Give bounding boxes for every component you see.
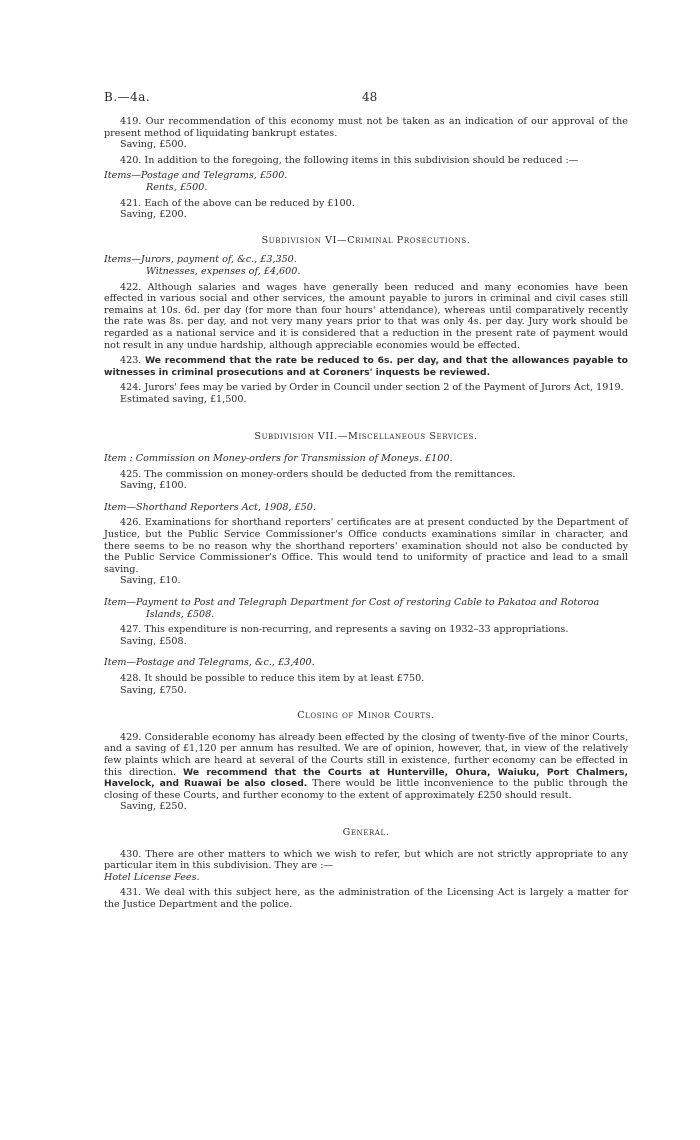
paragraph-423-number: 423.: [120, 355, 142, 367]
paragraph-428: 428. It should be possible to reduce this item by at least £750.: [120, 672, 425, 684]
page-header: [104, 92, 628, 108]
saving-429: Saving, £250.: [120, 801, 187, 813]
saving-425: Saving, £100.: [120, 480, 187, 492]
paragraph-427: 427. This expenditure is non-recurring, and represents a saving on 1932–33 appropriations.: [120, 624, 569, 636]
saving-424: Estimated saving, £1,500.: [120, 393, 247, 405]
saving-426: Saving, £10.: [120, 575, 181, 587]
item-postage-telegrams-2: Item—Postage and Telegrams, &c., £3,400.: [104, 657, 315, 669]
paragraph-419: 419. Our recommendation of this economy must not be taken as an indication of our approval of the present method of liquidating bankrupt estates.: [104, 116, 628, 139]
item-commission-money-orders: Item : Commission on Money-orders for Transmission of Moneys. £100.: [104, 453, 453, 465]
item-jurors: Items—Jurors, payment of, &c., £3,350.: [104, 254, 297, 266]
item-witnesses: Witnesses, expenses of, £4,600.: [146, 265, 301, 277]
general-heading: General.: [342, 826, 390, 838]
paragraph-429: [104, 732, 628, 802]
hotel-license-fees-subhead: Hotel License Fees.: [104, 871, 200, 883]
paragraph-431: 431. We deal with this subject here, as the administration of the Licensing Act is largely a matter for the Justice Department and the police.: [104, 887, 628, 910]
paragraph-424: 424. Jurors' fees may be varied by Order in Council under section 2 of the Payment of Jurors Act, 1919.: [120, 382, 624, 394]
closing-minor-courts-heading: Closing of Minor Courts.: [297, 710, 435, 722]
paragraph-430: 430. There are other matters to which we wish to refer, but which are not strictly appropriate to any particular item in this subdivision. They are :—: [104, 848, 628, 872]
saving-428: Saving, £750.: [120, 684, 187, 696]
item-shorthand-reporters: Item—Shorthand Reporters Act, 1908, £50.: [104, 501, 316, 513]
item-cable-restoration-cont: Islands, £508.: [146, 608, 215, 620]
recommendation-courts: We recommend that the Courts at Hunterville, Ohura, Waiuku, Port Chalmers, Havelock, and Ruawai be also closed.: [104, 766, 628, 790]
item-rents: Rents, £500.: [146, 181, 208, 193]
item-postage-telegrams: Items—Postage and Telegrams, £500.: [104, 170, 288, 182]
saving-419: Saving, £500.: [120, 139, 187, 151]
paragraph-423: [104, 355, 628, 378]
item-cable-restoration: Item—Payment to Post and Telegraph Department for Cost of restoring Cable to Pakatoa and Rotoroa: [104, 597, 600, 608]
subdivision-vi-heading: Subdivision VI—Criminal Prosecutions.: [261, 234, 471, 246]
paragraph-429-text-after: There would be little inconvenience to the public through the closing of these Courts, and further economy to the extent of approximately £250 should result.: [104, 778, 628, 801]
paragraph-420: 420. In addition to the foregoing, the following items in this subdivision should be reduced :—: [120, 154, 579, 166]
paragraph-421: 421. Each of the above can be reduced by £100.: [120, 197, 355, 209]
series-reference: B.—4a.: [104, 90, 151, 104]
saving-427: Saving, £508.: [120, 635, 187, 647]
document-page: [104, 92, 628, 910]
paragraph-429-text: 429. Considerable economy has already been effected by the closing of twenty-five of the minor Courts, and a saving of £1,120 per annum has resulted. We are of opinion, however, that, in view of the relatively few plaints which are heard at several of the Courts still in existence, further economy can be effected in this direction.: [104, 731, 628, 778]
recommendation-jurors: We recommend that the rate be reduced to 6s. per day, and that the allowances payable to witnesses in criminal prosecutions and at Coroners' inquests be reviewed.: [104, 355, 628, 378]
saving-421: Saving, £200.: [120, 209, 187, 221]
page-number: 48: [362, 90, 378, 104]
paragraph-426: 426. Examinations for shorthand reporters' certificates are at present conducted by the Department of Justice, but the Public Service Commissioner's Office conducts examinations similar in character, and there seems to be no reason why the shorthand reporters' examination should not also be conducted by the Public Service Commissioner's Office. This would tend to uniformity of practice and lead to a small saving.: [104, 517, 628, 575]
paragraph-422: 422. Although salaries and wages have generally been reduced and many economies have been effected in various social and other services, the amount payable to jurors in criminal and civil cases still remains at 10s. 6d. per day (for more than four hours' attendance), whereas until comparatively recently the rate was 8s. per day, and not very many years prior to that was only 4s. per day. Jury work should be regarded as a national service and it is considered that a reduction in the present rate of payment would not result in any undue hardship, although appreciable economies would be effected.: [104, 281, 628, 351]
paragraph-425: 425. The commission on money-orders should be deducted from the remittances.: [120, 468, 516, 480]
subdivision-vii-heading: Subdivision VII.—Miscellaneous Services.: [254, 431, 478, 443]
